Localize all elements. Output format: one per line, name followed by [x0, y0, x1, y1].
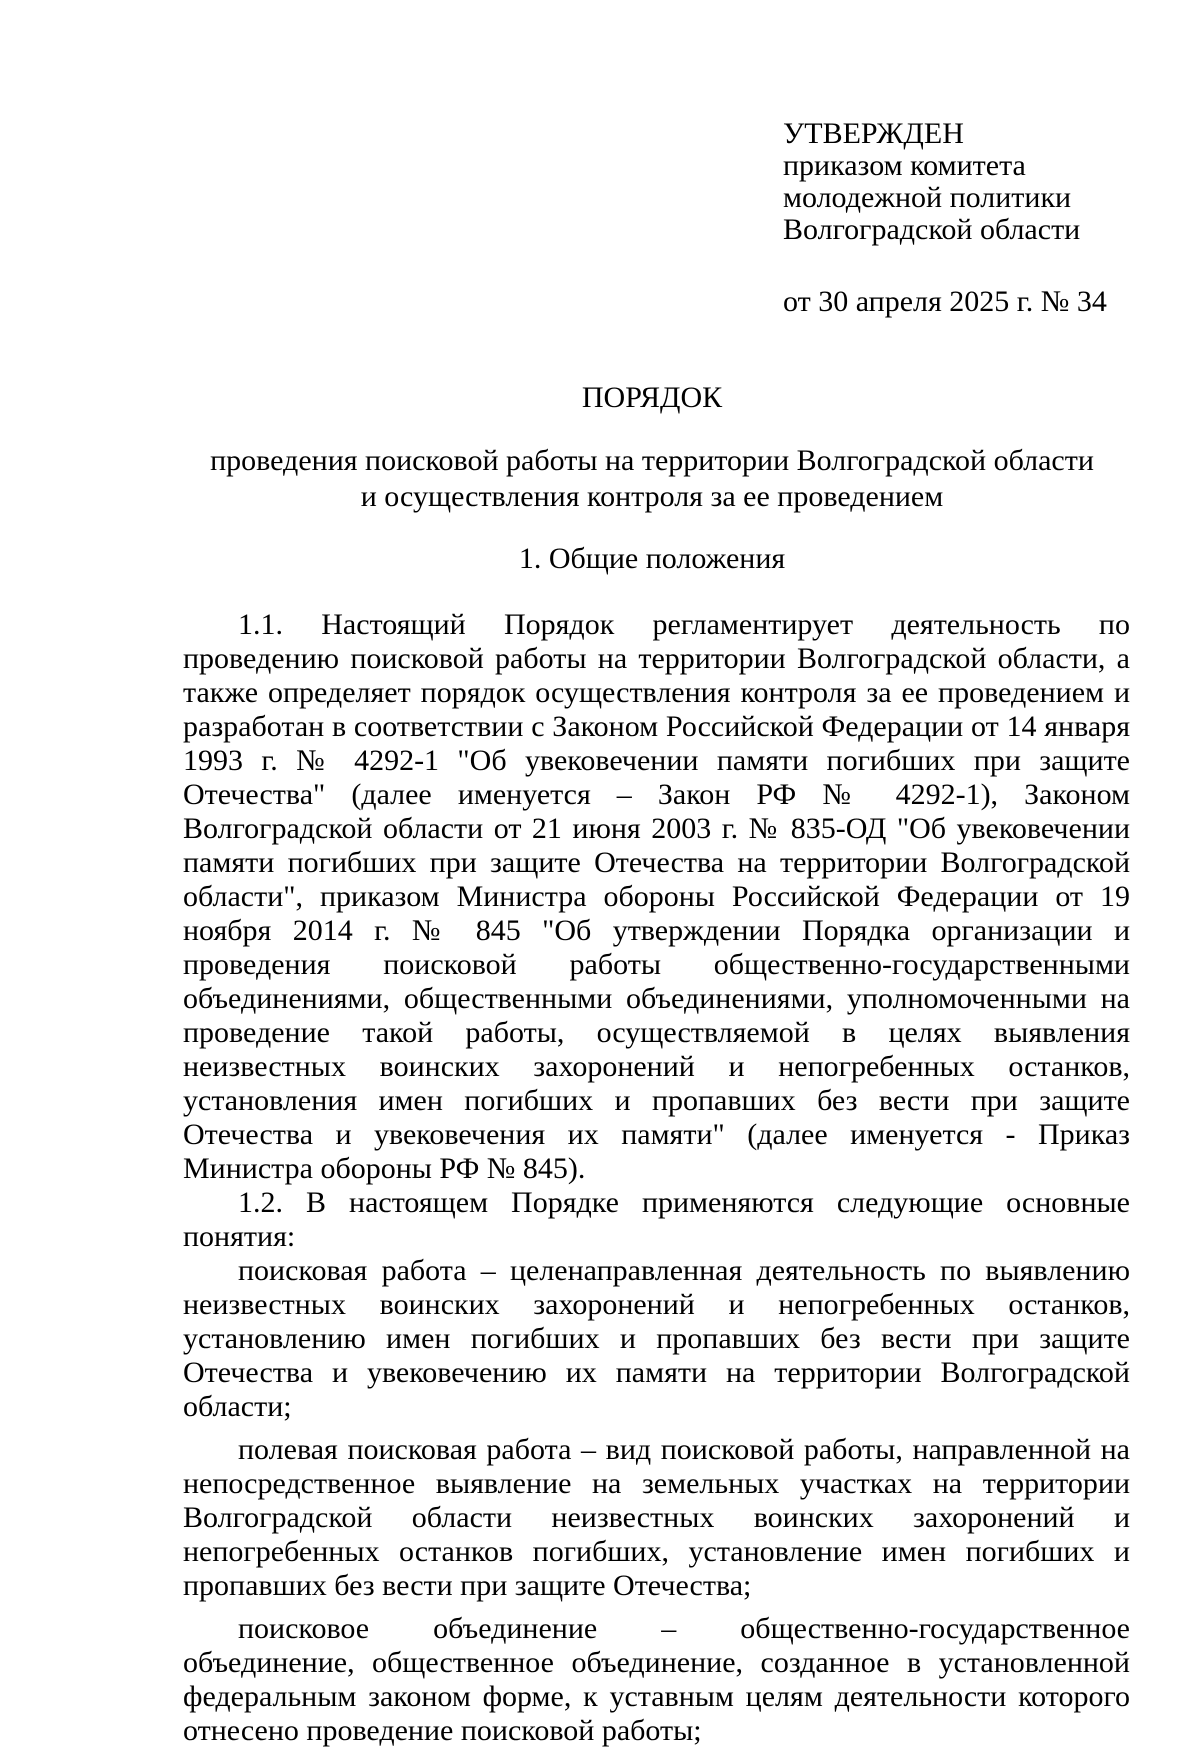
definition-field-search-work: полевая поисковая работа – вид поисковой работы, направленной на непосредственное выявление на земельных участках на территории Волгоградской области неизвестных воинских захоронений и непогребенных останков погибших, установление имен погибших и пропавших без вести при защите Отечества;: [183, 1433, 1130, 1602]
approval-stamp: [783, 118, 1107, 318]
approval-line-2: молодежной политики: [783, 181, 1072, 214]
document-title: ПОРЯДОК: [581, 381, 723, 414]
paragraph-1-1: 1.1. Настоящий Порядок регламентирует деятельность по проведению поисковой работы на территории Волгоградской области, а также определяет порядок осуществления контроля за ее проведением и разработан в соответствии с Законом Российской Федерации от 14 января 1993 г. № 4292-1 "Об увековечении памяти погибших при защите Отечества" (далее именуется – Закон РФ № 4292-1), Законом Волгоградской области от 21 июня 2003 г. № 835-ОД "Об увековечении памяти погибших при защите Отечества на территории Волгоградской области", приказом Министра обороны Российской Федерации от 19 ноября 2014 г. № 845 "Об утверждении Порядка организации и проведения поисковой работы общественно-государственными объединениями, общественными объединениями, уполномоченными на проведение такой работы, осуществляемой в целях выявления неизвестных воинских захоронений и непогребенных останков, установления имен погибших и пропавших без вести при защите Отечества и увековечения их памяти" (далее именуется - Приказ Министра обороны РФ № 845).: [183, 608, 1130, 1185]
approval-date: от 30 апреля 2025 г. № 34: [783, 285, 1107, 318]
document-body: [183, 608, 1130, 1748]
definition-search-work: поисковая работа – целенаправленная деятельность по выявлению неизвестных воинских захоронений и непогребенных останков, установлению имен погибших и пропавших без вести при защите Отечества и увековечению их памяти на территории Волгоградской области;: [183, 1254, 1130, 1423]
definition-search-association: поисковое объединение – общественно-государственное объединение, общественное объединение, созданное в установленной федеральным законом форме, к уставным целям деятельности которого отнесено проведение поисковой работы;: [183, 1612, 1130, 1747]
subtitle-line-2: и осуществления контроля за ее проведением: [360, 480, 944, 513]
section-heading: 1. Общие положения: [518, 542, 786, 575]
paragraph-1-2: 1.2. В настоящем Порядке применяются следующие основные понятия:: [183, 1186, 1130, 1253]
document-subtitle: [120, 443, 1184, 515]
approval-line-3: Волгоградской области: [783, 213, 1081, 246]
subtitle-line-1: проведения поисковой работы на территории Волгоградской области: [210, 444, 1094, 477]
approval-heading: УТВЕРЖДЕН: [783, 117, 964, 150]
approval-line-1: приказом комитета: [783, 149, 1026, 182]
